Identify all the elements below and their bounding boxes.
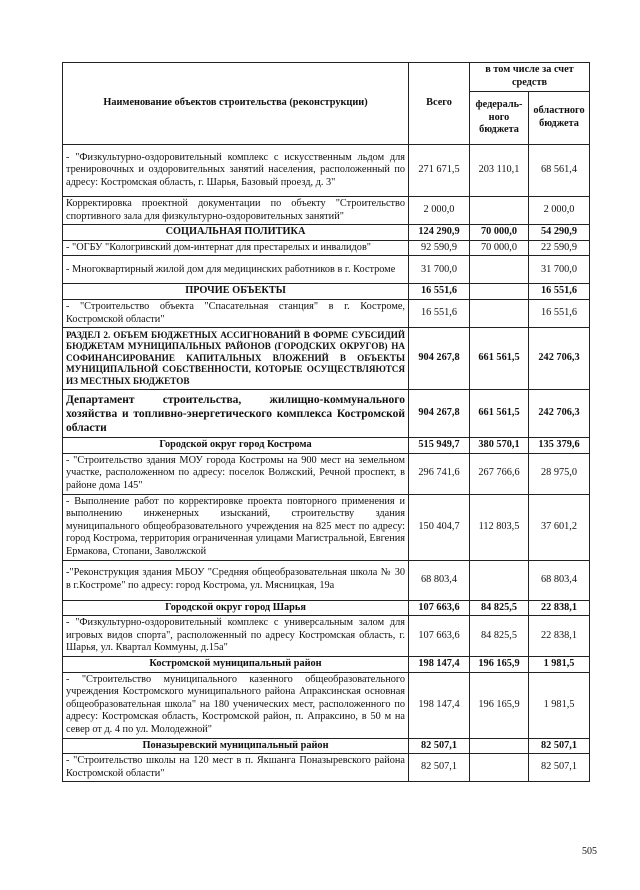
- object-name: - Выполнение работ по корректировке проекта повторного применения и выполнению инженерных изысканий, строительству здания муниципального общеобразовательного учреждения на 825 мест по адресу: город Кострома, территория ограниченная улицами Магистральной, Евгения Ермакова, Стопани, Заволжской: [63, 494, 409, 560]
- reg-value: 242 706,3: [529, 390, 590, 438]
- fed-value: 70 000,0: [470, 225, 529, 241]
- total-value: 198 147,4: [409, 656, 470, 672]
- reg-value: 242 706,3: [529, 328, 590, 390]
- section-row: [63, 284, 590, 300]
- fed-value: [470, 197, 529, 225]
- total-value: 124 290,9: [409, 225, 470, 241]
- fed-value: [470, 560, 529, 600]
- district-row: [63, 438, 590, 454]
- total-value: 92 590,9: [409, 240, 470, 256]
- fed-value: 661 561,5: [470, 328, 529, 390]
- budget-table: [62, 62, 590, 782]
- fed-value: [470, 256, 529, 284]
- reg-value: 16 551,6: [529, 299, 590, 327]
- section-2-row: [63, 328, 590, 390]
- object-name: -"Реконструкция здания МБОУ "Средняя общеобразовательная школа № 30 в г.Костроме" по адресу: город Кострома, ул. Мясницкая, 19а: [63, 560, 409, 600]
- reg-value: 2 000,0: [529, 197, 590, 225]
- reg-value: 31 700,0: [529, 256, 590, 284]
- fed-value: [470, 738, 529, 754]
- reg-value: 22 838,1: [529, 616, 590, 657]
- total-value: 271 671,5: [409, 145, 470, 197]
- table-row: [63, 494, 590, 560]
- district-row: [63, 656, 590, 672]
- fed-value: 380 570,1: [470, 438, 529, 454]
- total-value: 82 507,1: [409, 738, 470, 754]
- district-title: Городской округ город Кострома: [63, 438, 409, 454]
- header-reg: областного бюджета: [529, 92, 590, 145]
- district-title: Городской округ город Шарья: [63, 600, 409, 616]
- total-value: 198 147,4: [409, 672, 470, 738]
- reg-value: 135 379,6: [529, 438, 590, 454]
- reg-value: 82 507,1: [529, 738, 590, 754]
- total-value: 107 663,6: [409, 600, 470, 616]
- table-row: [63, 197, 590, 225]
- object-name: Корректировка проектной документации по объекту "Строительство спортивного зала для физкультурно-оздоровительных занятий": [63, 197, 409, 225]
- object-name: - "Строительство здания МОУ города Костромы на 900 мест на земельном участке, расположенном по адресу: поселок Волжский, Речной проспект, в районе дома 145": [63, 453, 409, 494]
- header-total: Всего: [409, 63, 470, 145]
- table-row: [63, 256, 590, 284]
- section-title: ПРОЧИЕ ОБЪЕКТЫ: [63, 284, 409, 300]
- table-row: [63, 754, 590, 782]
- total-value: 16 551,6: [409, 299, 470, 327]
- fed-value: 112 803,5: [470, 494, 529, 560]
- section-title: СОЦИАЛЬНАЯ ПОЛИТИКА: [63, 225, 409, 241]
- reg-value: 68 561,4: [529, 145, 590, 197]
- fed-value: 70 000,0: [470, 240, 529, 256]
- section-row: [63, 225, 590, 241]
- reg-value: 1 981,5: [529, 656, 590, 672]
- total-value: 31 700,0: [409, 256, 470, 284]
- fed-value: 661 561,5: [470, 390, 529, 438]
- fed-value: 84 825,5: [470, 600, 529, 616]
- fed-value: 196 165,9: [470, 656, 529, 672]
- total-value: 296 741,6: [409, 453, 470, 494]
- district-title: Костромской муниципальный район: [63, 656, 409, 672]
- reg-value: 1 981,5: [529, 672, 590, 738]
- header-name: Наименование объектов строительства (реконструкции): [63, 63, 409, 145]
- reg-value: 22 590,9: [529, 240, 590, 256]
- fed-value: 267 766,6: [470, 453, 529, 494]
- object-name: - "Физкультурно-оздоровительный комплекс с универсальным залом для игровых видов спорта", расположенный по адресу Костромская область, г. Шарья, ул. Квартал Коммуны, д.15а": [63, 616, 409, 657]
- table-row: [63, 453, 590, 494]
- reg-value: 54 290,9: [529, 225, 590, 241]
- fed-value: 84 825,5: [470, 616, 529, 657]
- reg-value: 37 601,2: [529, 494, 590, 560]
- reg-value: 28 975,0: [529, 453, 590, 494]
- reg-value: 82 507,1: [529, 754, 590, 782]
- object-name: - "Строительство школы на 120 мест в п. Якшанга Поназыревского района Костромской области": [63, 754, 409, 782]
- object-name: - "ОГБУ "Кологривский дом-интернат для престарелых и инвалидов": [63, 240, 409, 256]
- header-incl: в том числе за счет средств: [470, 63, 590, 92]
- total-value: 515 949,7: [409, 438, 470, 454]
- table-row: [63, 299, 590, 327]
- fed-value: 196 165,9: [470, 672, 529, 738]
- table-row: [63, 560, 590, 600]
- object-name: - "Строительство объекта "Спасательная станция" в г. Костроме, Костромской области": [63, 299, 409, 327]
- reg-value: 16 551,6: [529, 284, 590, 300]
- total-value: 107 663,6: [409, 616, 470, 657]
- total-value: 68 803,4: [409, 560, 470, 600]
- fed-value: [470, 754, 529, 782]
- total-value: 16 551,6: [409, 284, 470, 300]
- page-number: 505: [582, 846, 597, 857]
- total-value: 150 404,7: [409, 494, 470, 560]
- total-value: 904 267,8: [409, 328, 470, 390]
- table-row: [63, 616, 590, 657]
- table-row: [63, 672, 590, 738]
- reg-value: 68 803,4: [529, 560, 590, 600]
- table-row: [63, 240, 590, 256]
- district-row: [63, 600, 590, 616]
- fed-value: 203 110,1: [470, 145, 529, 197]
- reg-value: 22 838,1: [529, 600, 590, 616]
- object-name: - "Строительство муниципального казенного общеобразовательного учреждения Костромского муниципального района Апраксинская основная общеобразовательная школа" на 180 ученических мест, расположенного по адресу: Костромская область, Костромской район, п. Апраксино, в 50 м на север от д. 4 по ул. Молодежной": [63, 672, 409, 738]
- department-title: Департамент строительства, жилищно-коммунального хозяйства и топливно-энергетического комплекса Костромской области: [63, 390, 409, 438]
- department-row: [63, 390, 590, 438]
- district-row: [63, 738, 590, 754]
- header-fed: федераль-ного бюджета: [470, 92, 529, 145]
- total-value: 904 267,8: [409, 390, 470, 438]
- fed-value: [470, 299, 529, 327]
- total-value: 82 507,1: [409, 754, 470, 782]
- fed-value: [470, 284, 529, 300]
- object-name: - Многоквартирный жилой дом для медицинских работников в г. Костроме: [63, 256, 409, 284]
- table-row: [63, 145, 590, 197]
- district-title: Поназыревский муниципальный район: [63, 738, 409, 754]
- total-value: 2 000,0: [409, 197, 470, 225]
- object-name: - "Физкультурно-оздоровительный комплекс с искусственным льдом для тренировочных и оздоровительных занятий населения, расположенный по адресу: Костромская область, г. Шарья, Базовый проезд, д. 3": [63, 145, 409, 197]
- section-2-title: РАЗДЕЛ 2. ОБЪЕМ БЮДЖЕТНЫХ АССИГНОВАНИЙ В ФОРМЕ СУБСИДИЙ БЮДЖЕТАМ МУНИЦИПАЛЬНЫХ РАЙОНОВ (ГОРОДСКИХ ОКРУГОВ) НА СОФИНАНСИРОВАНИЕ КАПИТАЛЬНЫХ ВЛОЖЕНИЙ В ОБЪЕКТЫ МУНИЦИПАЛЬНОЙ СОБСТВЕННОСТИ, КОТОРЫЕ ОСУЩЕСТВЛЯЮТСЯ ИЗ МЕСТНЫХ БЮДЖЕТОВ: [63, 328, 409, 390]
